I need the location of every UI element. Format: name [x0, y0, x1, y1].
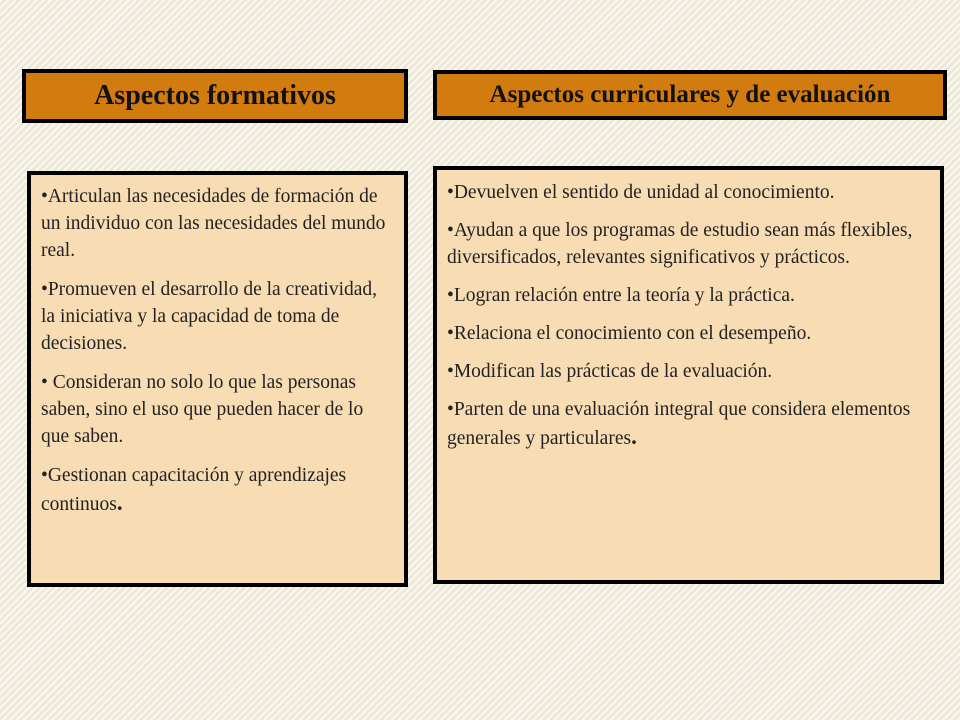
- list-item: •Promueven el desarrollo de la creatividad, la iniciativa y la capacidad de toma de decisiones.: [41, 279, 378, 354]
- curriculares-list-box: [433, 166, 944, 584]
- list-item: • Consideran no solo lo que las personas saben, sino el uso que pueden hacer de lo que saben.: [41, 372, 364, 447]
- list-item: •Parten de una evaluación integral que considera elementos generales y particulares.: [447, 399, 911, 449]
- header-aspectos-formativos: [22, 69, 408, 123]
- final-period: .: [116, 490, 123, 515]
- formativos-list-box: [27, 171, 408, 587]
- list-item: •Logran relación entre la teoría y la práctica.: [447, 285, 795, 306]
- list-item: •Devuelven el sentido de unidad al conocimiento.: [447, 182, 835, 203]
- list-item: •Articulan las necesidades de formación de un individuo con las necesidades del mundo real.: [41, 186, 386, 261]
- header-left-title: Aspectos formativos: [94, 80, 336, 111]
- list-item: •Modifican las prácticas de la evaluación.: [447, 361, 773, 382]
- list-item: •Relaciona el conocimiento con el desempeño.: [447, 323, 812, 344]
- list-item: •Gestionan capacitación y aprendizajes continuos.: [41, 465, 347, 515]
- header-aspectos-curriculares: [433, 70, 947, 120]
- list-item: •Ayudan a que los programas de estudio sean más flexibles, diversificados, relevantes significativos y prácticos.: [447, 220, 913, 268]
- header-right-title: Aspectos curriculares y de evaluación: [489, 81, 891, 108]
- final-period: .: [631, 424, 637, 449]
